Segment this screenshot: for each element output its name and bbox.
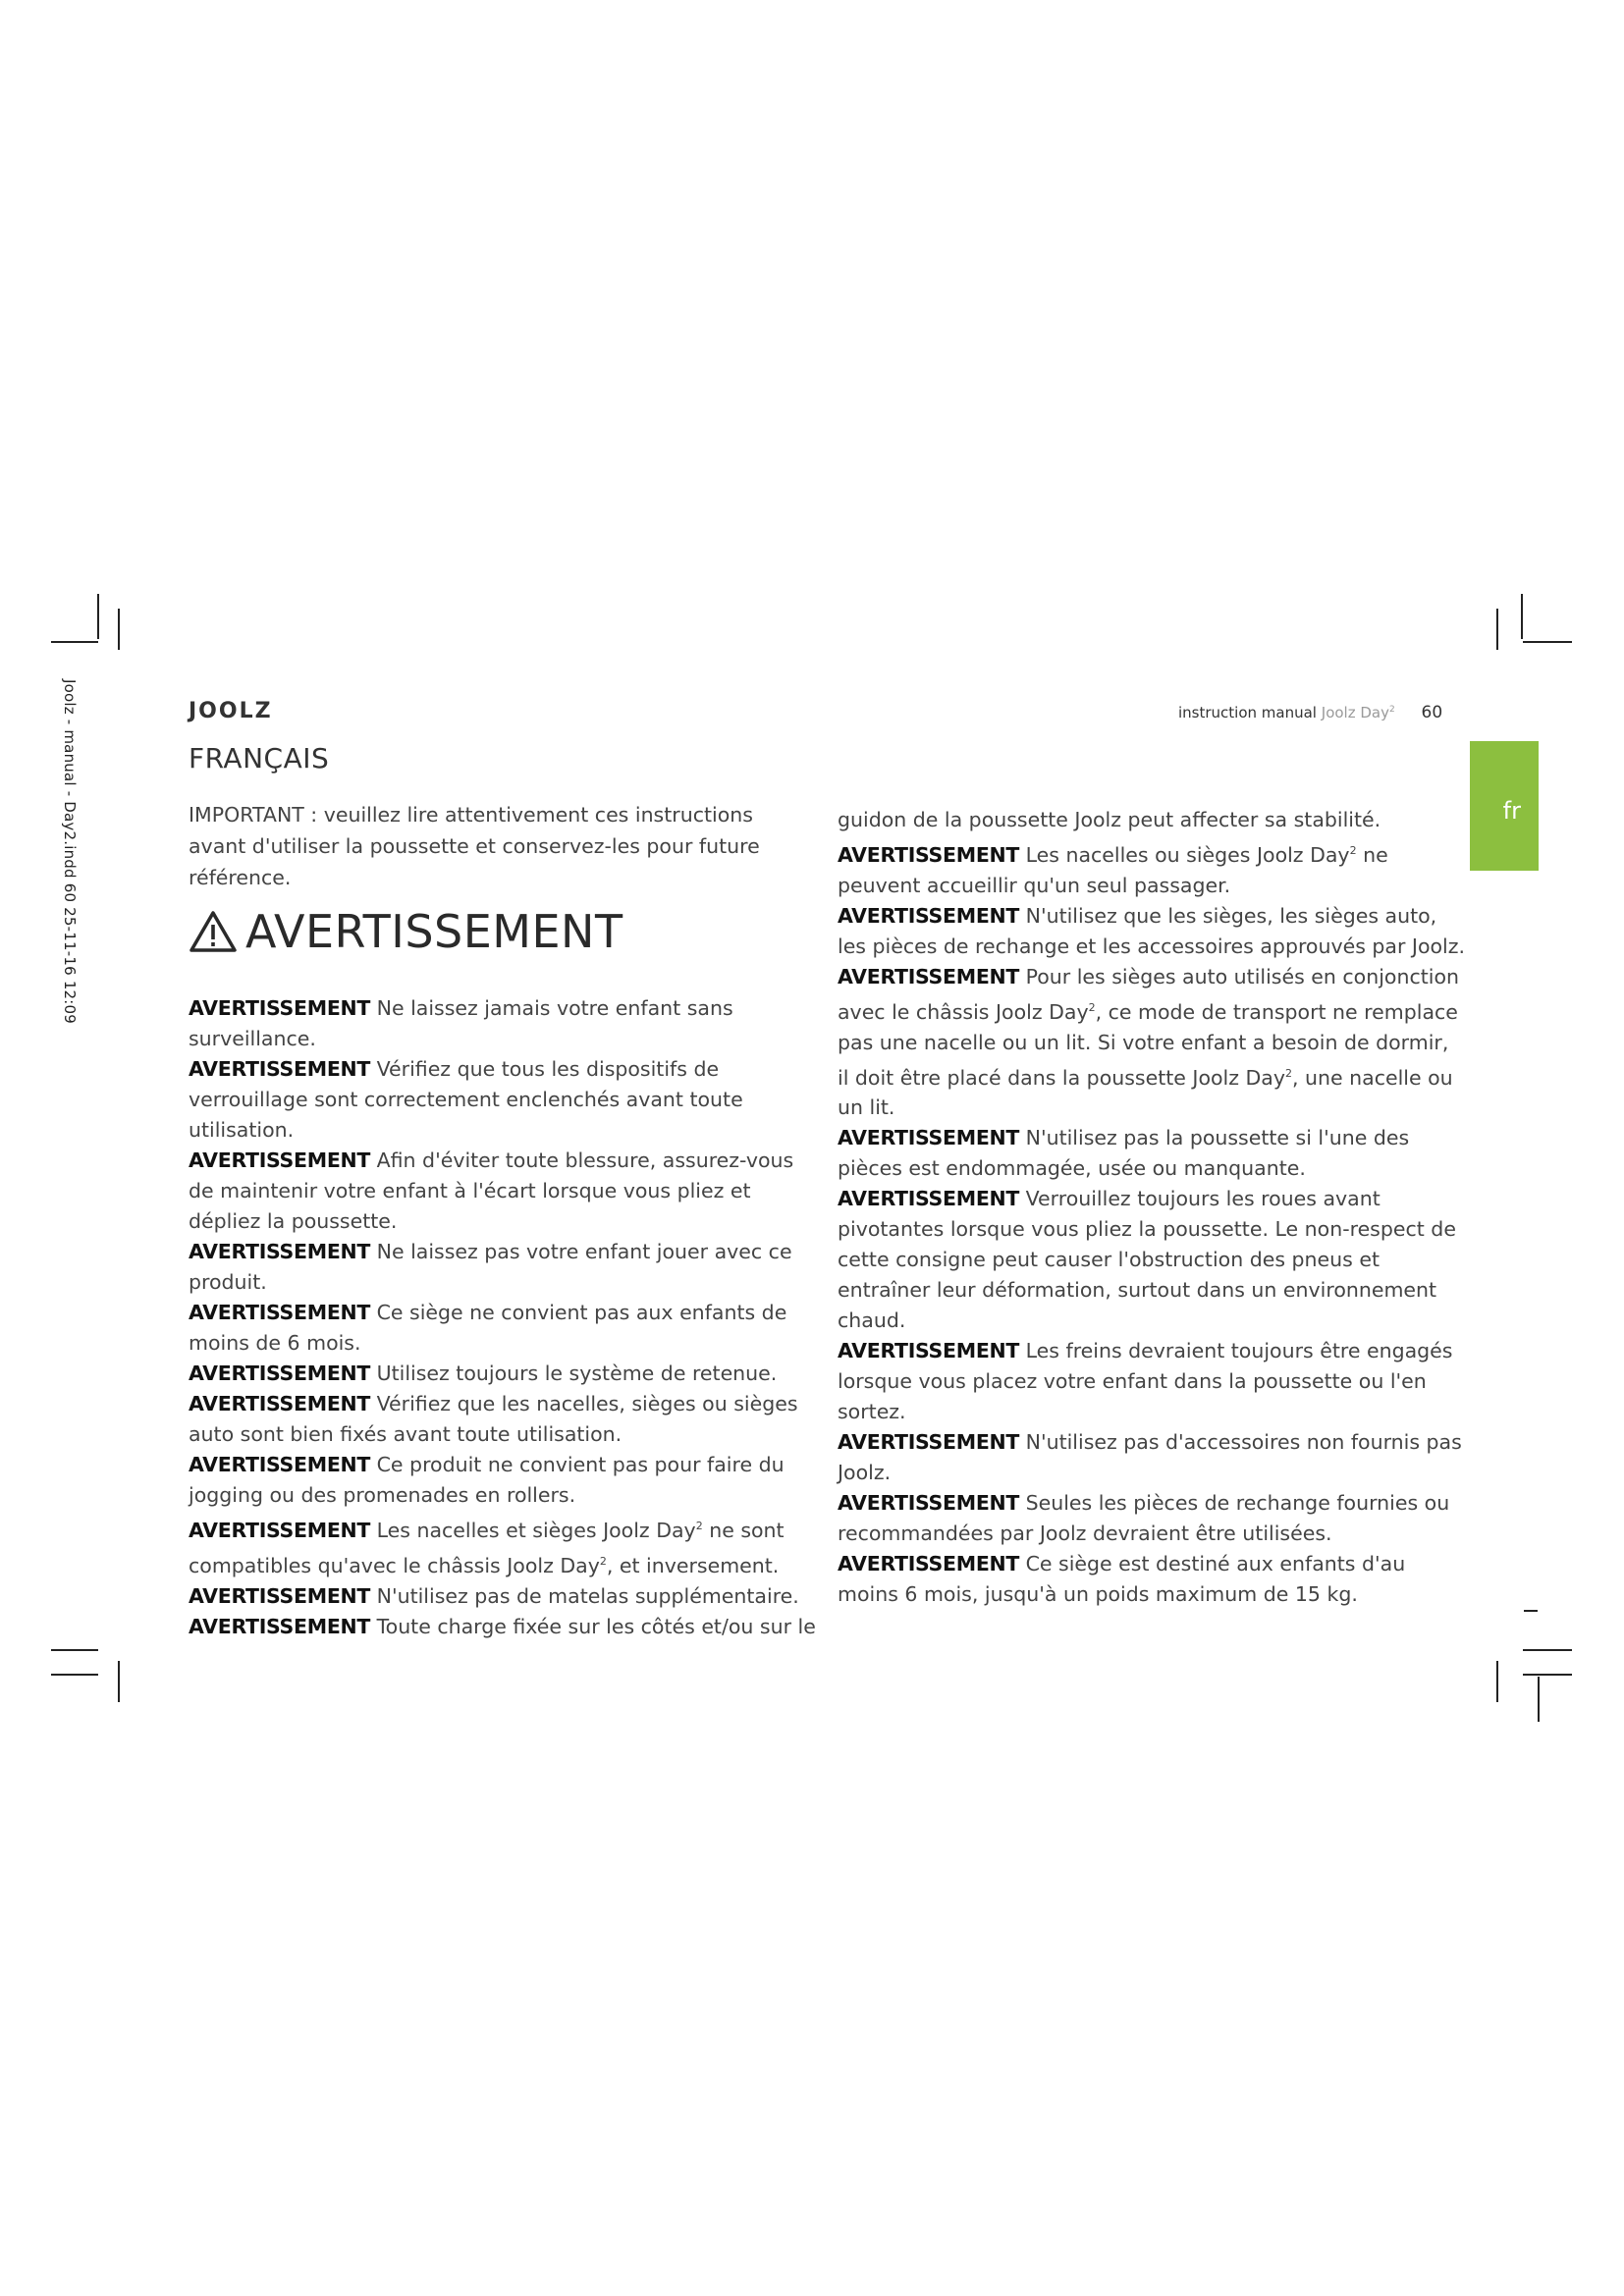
warning-triangle-icon <box>189 910 238 953</box>
crop-mark <box>118 609 120 650</box>
warning-item: AVERTISSEMENT N'utilisez pas la poussette si l'une des pièces est endommagée, usée ou manquante. <box>838 1126 1410 1181</box>
running-header <box>1178 703 1442 722</box>
warning-item: AVERTISSEMENT Seules les pièces de rechange fournies ou recommandées par Joolz devraient être utilisées. <box>838 1491 1450 1546</box>
crop-mark <box>1523 1674 1572 1676</box>
section-title: FRANÇAIS <box>189 742 330 774</box>
warning-item: AVERTISSEMENT N'utilisez pas d'accessoires non fournis pas Joolz. <box>838 1430 1462 1485</box>
warning-item: AVERTISSEMENT Vérifiez que tous les dispositifs de verrouillage sont correctement enclenchés avant toute utilisation. <box>189 1057 743 1142</box>
crop-mark <box>1496 1661 1498 1702</box>
warning-item: AVERTISSEMENT Afin d'éviter toute blessure, assurez-vous de maintenir votre enfant à l'écart lorsque vous pliez et dépliez la poussette. <box>189 1148 794 1233</box>
warning-item: AVERTISSEMENT Ne laissez pas votre enfant jouer avec ce produit. <box>189 1240 792 1294</box>
warning-item: AVERTISSEMENT N'utilisez que les sièges, les sièges auto, les pièces de rechange et les accessoires approuvés par Joolz. <box>838 903 1466 958</box>
warning-item: AVERTISSEMENT Les nacelles et sièges Joolz Day$^2$ ne sont compatibles qu'avec le châssis Joolz Day$^2$, et inversement. <box>189 1518 785 1577</box>
print-slug: Joolz - manual - Day2.indd 60 25-11-16 12:09 <box>61 679 79 1025</box>
crop-mark <box>1496 609 1498 650</box>
warning-continuation: guidon de la poussette Joolz peut affecter sa stabilité. <box>838 808 1381 831</box>
crop-mark <box>1521 594 1523 639</box>
crop-mark <box>1523 1649 1572 1651</box>
warning-item: AVERTISSEMENT Les nacelles ou sièges Joolz Day$^2$ ne peuvent accueillir qu'un seul passager. <box>838 842 1388 897</box>
warning-item: AVERTISSEMENT Ne laissez jamais votre enfant sans surveillance. <box>189 996 733 1050</box>
page-number: 60 <box>1421 703 1443 722</box>
dash-mark <box>1524 1610 1538 1612</box>
warning-item: AVERTISSEMENT Ce produit ne convient pas pour faire du jogging ou des promenades en rollers. <box>189 1453 785 1507</box>
crop-mark <box>1523 641 1572 643</box>
crop-mark <box>51 641 98 643</box>
warning-item: AVERTISSEMENT Pour les sièges auto utilisés en conjonction avec le châssis Joolz Day$^2$, ce mode de transport ne remplace pas une nacelle ou un lit. Si votre enfant a besoin de dormir, il doit être placé dans la poussette Joolz Day$^2$, une nacelle ou un lit. <box>838 964 1459 1120</box>
crop-mark <box>51 1674 98 1676</box>
header-label: instruction manual <box>1178 704 1317 721</box>
brand-logo: JOOLZ <box>189 699 273 723</box>
crop-mark <box>51 1649 98 1651</box>
crop-mark <box>97 594 99 639</box>
warning-item: AVERTISSEMENT Ce siège est destiné aux enfants d'au moins 6 mois, jusqu'à un poids maximum de 15 kg. <box>838 1552 1406 1607</box>
header-product: Joolz Day$^2$ <box>1321 704 1395 721</box>
crop-mark <box>1538 1677 1540 1722</box>
warning-item: AVERTISSEMENT N'utilisez pas de matelas supplémentaire. <box>189 1583 799 1608</box>
warning-item: AVERTISSEMENT Ce siège ne convient pas aux enfants de moins de 6 mois. <box>189 1301 787 1355</box>
language-tab: fr <box>1470 741 1539 871</box>
warning-item: AVERTISSEMENT Vérifiez que les nacelles, sièges ou sièges auto sont bien fixés avant toute utilisation. <box>189 1392 798 1446</box>
warning-item: AVERTISSEMENT Toute charge fixée sur les côtés et/ou sur le <box>189 1614 816 1638</box>
warning-item: AVERTISSEMENT Verrouillez toujours les roues avant pivotantes lorsque vous pliez la poussette. Le non-respect de cette consigne peut causer l'obstruction des pneus et entraîner leur déformation, surtout dans un environnement chaud. <box>838 1187 1456 1333</box>
crop-mark <box>118 1661 120 1702</box>
warning-heading: AVERTISSEMENT <box>189 905 623 958</box>
important-notice: IMPORTANT : veuillez lire attentivement ces instructions avant d'utiliser la poussette et conservez-les pour future référence. <box>189 803 760 889</box>
warnings-column-left <box>189 993 817 1642</box>
warning-item: AVERTISSEMENT Utilisez toujours le système de retenue. <box>189 1362 778 1385</box>
warnings-column-right <box>838 805 1466 1610</box>
warning-item: AVERTISSEMENT Les freins devraient toujours être engagés lorsque vous placez votre enfant dans la poussette ou l'en sortez. <box>838 1339 1453 1424</box>
